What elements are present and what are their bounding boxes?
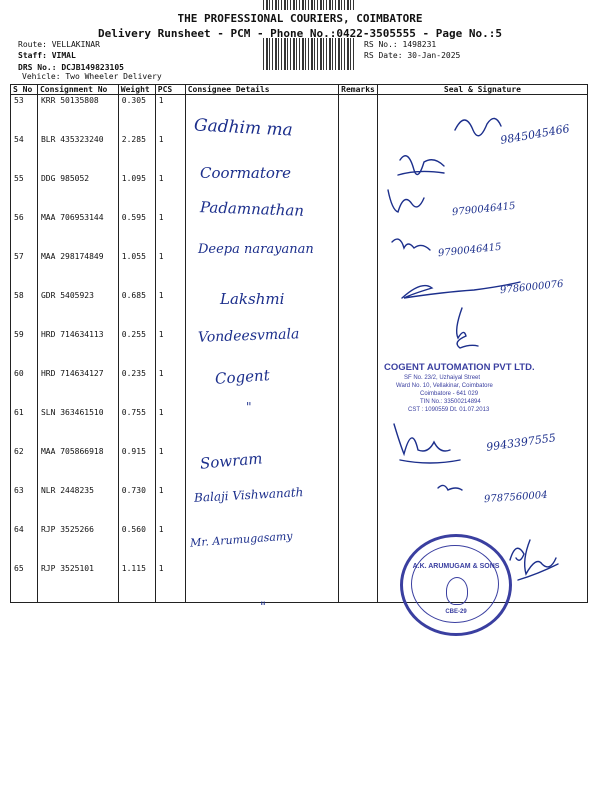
- cell-sno: 55: [11, 173, 38, 212]
- cell-sno: 54: [11, 134, 38, 173]
- cell-sno: 65: [11, 563, 38, 603]
- col-sno: S No: [11, 85, 38, 95]
- cell-weight: 0.755: [118, 407, 155, 446]
- cell-sno: 63: [11, 485, 38, 524]
- cell-weight: 0.560: [118, 524, 155, 563]
- cell-pcs: 1: [155, 290, 185, 329]
- cell-consignment: BLR 435323240: [37, 134, 118, 173]
- cell-weight: 0.915: [118, 446, 155, 485]
- handwritten-phone: 9943397555: [485, 431, 557, 454]
- cell-sno: 58: [11, 290, 38, 329]
- cell-pcs: 1: [155, 173, 185, 212]
- cell-consignment: MAA 705866918: [37, 446, 118, 485]
- col-consignment: Consignment No: [37, 85, 118, 95]
- handwritten-phone: 9845045466: [499, 122, 571, 147]
- cell-consignment: GDR 5405923: [37, 290, 118, 329]
- drs-number: DRS No.: DCJB149823105: [18, 63, 124, 72]
- cell-sno: 53: [11, 95, 38, 135]
- cell-consignment: RJP 3525266: [37, 524, 118, 563]
- cell-consignment: DDG 985052: [37, 173, 118, 212]
- cell-consignment: HRD 714634127: [37, 368, 118, 407]
- vehicle: Vehicle: Two Wheeler Delivery: [22, 72, 162, 81]
- handwritten-name: Gadhim ma: [193, 115, 294, 141]
- signature-55: [388, 190, 424, 212]
- cell-consignment: MAA 706953144: [37, 212, 118, 251]
- cell-consignment: SLN 363461510: [37, 407, 118, 446]
- signature-53: [455, 118, 501, 135]
- cell-consignment: KRR 50135808: [37, 95, 118, 135]
- col-weight: Weight: [118, 85, 155, 95]
- handwritten-name: Sowram: [199, 449, 264, 473]
- cell-pcs: 1: [155, 251, 185, 290]
- handwritten-phone: 9790046415: [437, 241, 503, 260]
- cell-pcs: 1: [155, 368, 185, 407]
- cell-consignment: MAA 298174849: [37, 251, 118, 290]
- stamp-cogent-line: TIN No.: 33500214894: [420, 399, 481, 405]
- stamp-cogent-title: COGENT AUTOMATION PVT LTD.: [384, 362, 535, 373]
- cell-weight: 0.235: [118, 368, 155, 407]
- cell-weight: 1.095: [118, 173, 155, 212]
- stamp-cogent-line: SF No. 23/2, Uzhaiyal Street: [404, 375, 481, 381]
- handwritten-name: Padamnathan: [199, 198, 305, 220]
- handwritten-name: ": [260, 600, 266, 615]
- handwritten-name: Balaji Vishwanath: [193, 485, 304, 505]
- handwritten-name: ": [246, 400, 252, 414]
- signature-58: [457, 308, 478, 348]
- cell-sno: 60: [11, 368, 38, 407]
- col-consignee: Consignee Details: [185, 85, 338, 95]
- deity-figure: [446, 577, 468, 605]
- stamp-cogent-line: Coimbatore - 641 029: [420, 391, 479, 397]
- staff: Staff: VIMAL: [18, 51, 76, 60]
- cell-sno: 62: [11, 446, 38, 485]
- cell-pcs: 1: [155, 329, 185, 368]
- cell-weight: 0.730: [118, 485, 155, 524]
- cell-sno: 61: [11, 407, 38, 446]
- cell-weight: 0.685: [118, 290, 155, 329]
- signature-56: [392, 239, 430, 250]
- cell-consignment: NLR 2448235: [37, 485, 118, 524]
- cell-sno: 59: [11, 329, 38, 368]
- col-remarks: Remarks: [339, 85, 378, 95]
- handwritten-phone: 9786000076: [499, 278, 565, 297]
- cell-pcs: 1: [155, 407, 185, 446]
- handwritten-name: Coormatore: [200, 164, 291, 182]
- cell-weight: 0.305: [118, 95, 155, 135]
- cell-sno: 56: [11, 212, 38, 251]
- col-pcs: PCS: [155, 85, 185, 95]
- stamp-arumugam-name: A.K. ARUMUGAM & SONS: [412, 563, 500, 570]
- cell-consignment: HRD 714634113: [37, 329, 118, 368]
- route: Route: VELLAKINAR: [18, 40, 100, 49]
- handwritten-name: Cogent: [214, 366, 271, 388]
- runsheet-subtitle: Delivery Runsheet - PCM - Phone No.:0422-3505555 - Page No.:5: [98, 27, 502, 40]
- cell-weight: 0.255: [118, 329, 155, 368]
- cell-sno: 57: [11, 251, 38, 290]
- cell-weight: 1.115: [118, 563, 155, 603]
- cell-pcs: 1: [155, 212, 185, 251]
- signature-54: [398, 156, 444, 175]
- cell-weight: 2.285: [118, 134, 155, 173]
- cell-pcs: 1: [155, 563, 185, 603]
- col-seal: Seal & Signature: [377, 85, 587, 95]
- handwritten-name: Mr. Arumugasamy: [189, 529, 293, 550]
- signature-62: [438, 485, 462, 490]
- cell-pcs: 1: [155, 446, 185, 485]
- stamp-arumugam: [400, 534, 512, 636]
- stamp-cogent-line: CST : 1090559 Dt. 01.07.2013: [408, 407, 490, 413]
- signature-57: [402, 282, 520, 298]
- cell-weight: 1.055: [118, 251, 155, 290]
- handwritten-name: Deepa narayanan: [198, 242, 314, 257]
- signature-61: [394, 424, 460, 463]
- rs-number: RS No.: 1498231: [364, 40, 437, 49]
- handwritten-name: Vondeesvmala: [197, 326, 300, 346]
- company-title: THE PROFESSIONAL COURIERS, COIMBATORE: [177, 12, 423, 25]
- handwritten-phone: 9790046415: [451, 200, 517, 219]
- cell-pcs: 1: [155, 524, 185, 563]
- handwritten-name: Lakshmi: [220, 290, 285, 308]
- rs-date: RS Date: 30-Jan-2025: [364, 51, 461, 60]
- stamp-arumugam-city: CBE-29: [445, 609, 467, 615]
- stamp-cogent-line: Ward No. 10, Vellakinar, Coimbatore: [396, 383, 493, 389]
- cell-consignment: RJP 3525101: [37, 563, 118, 603]
- cell-pcs: 1: [155, 95, 185, 135]
- cell-sno: 64: [11, 524, 38, 563]
- cell-pcs: 1: [155, 134, 185, 173]
- cell-weight: 0.595: [118, 212, 155, 251]
- cell-pcs: 1: [155, 485, 185, 524]
- handwritten-phone: 9787560004: [483, 489, 548, 506]
- signature-64: [510, 540, 558, 580]
